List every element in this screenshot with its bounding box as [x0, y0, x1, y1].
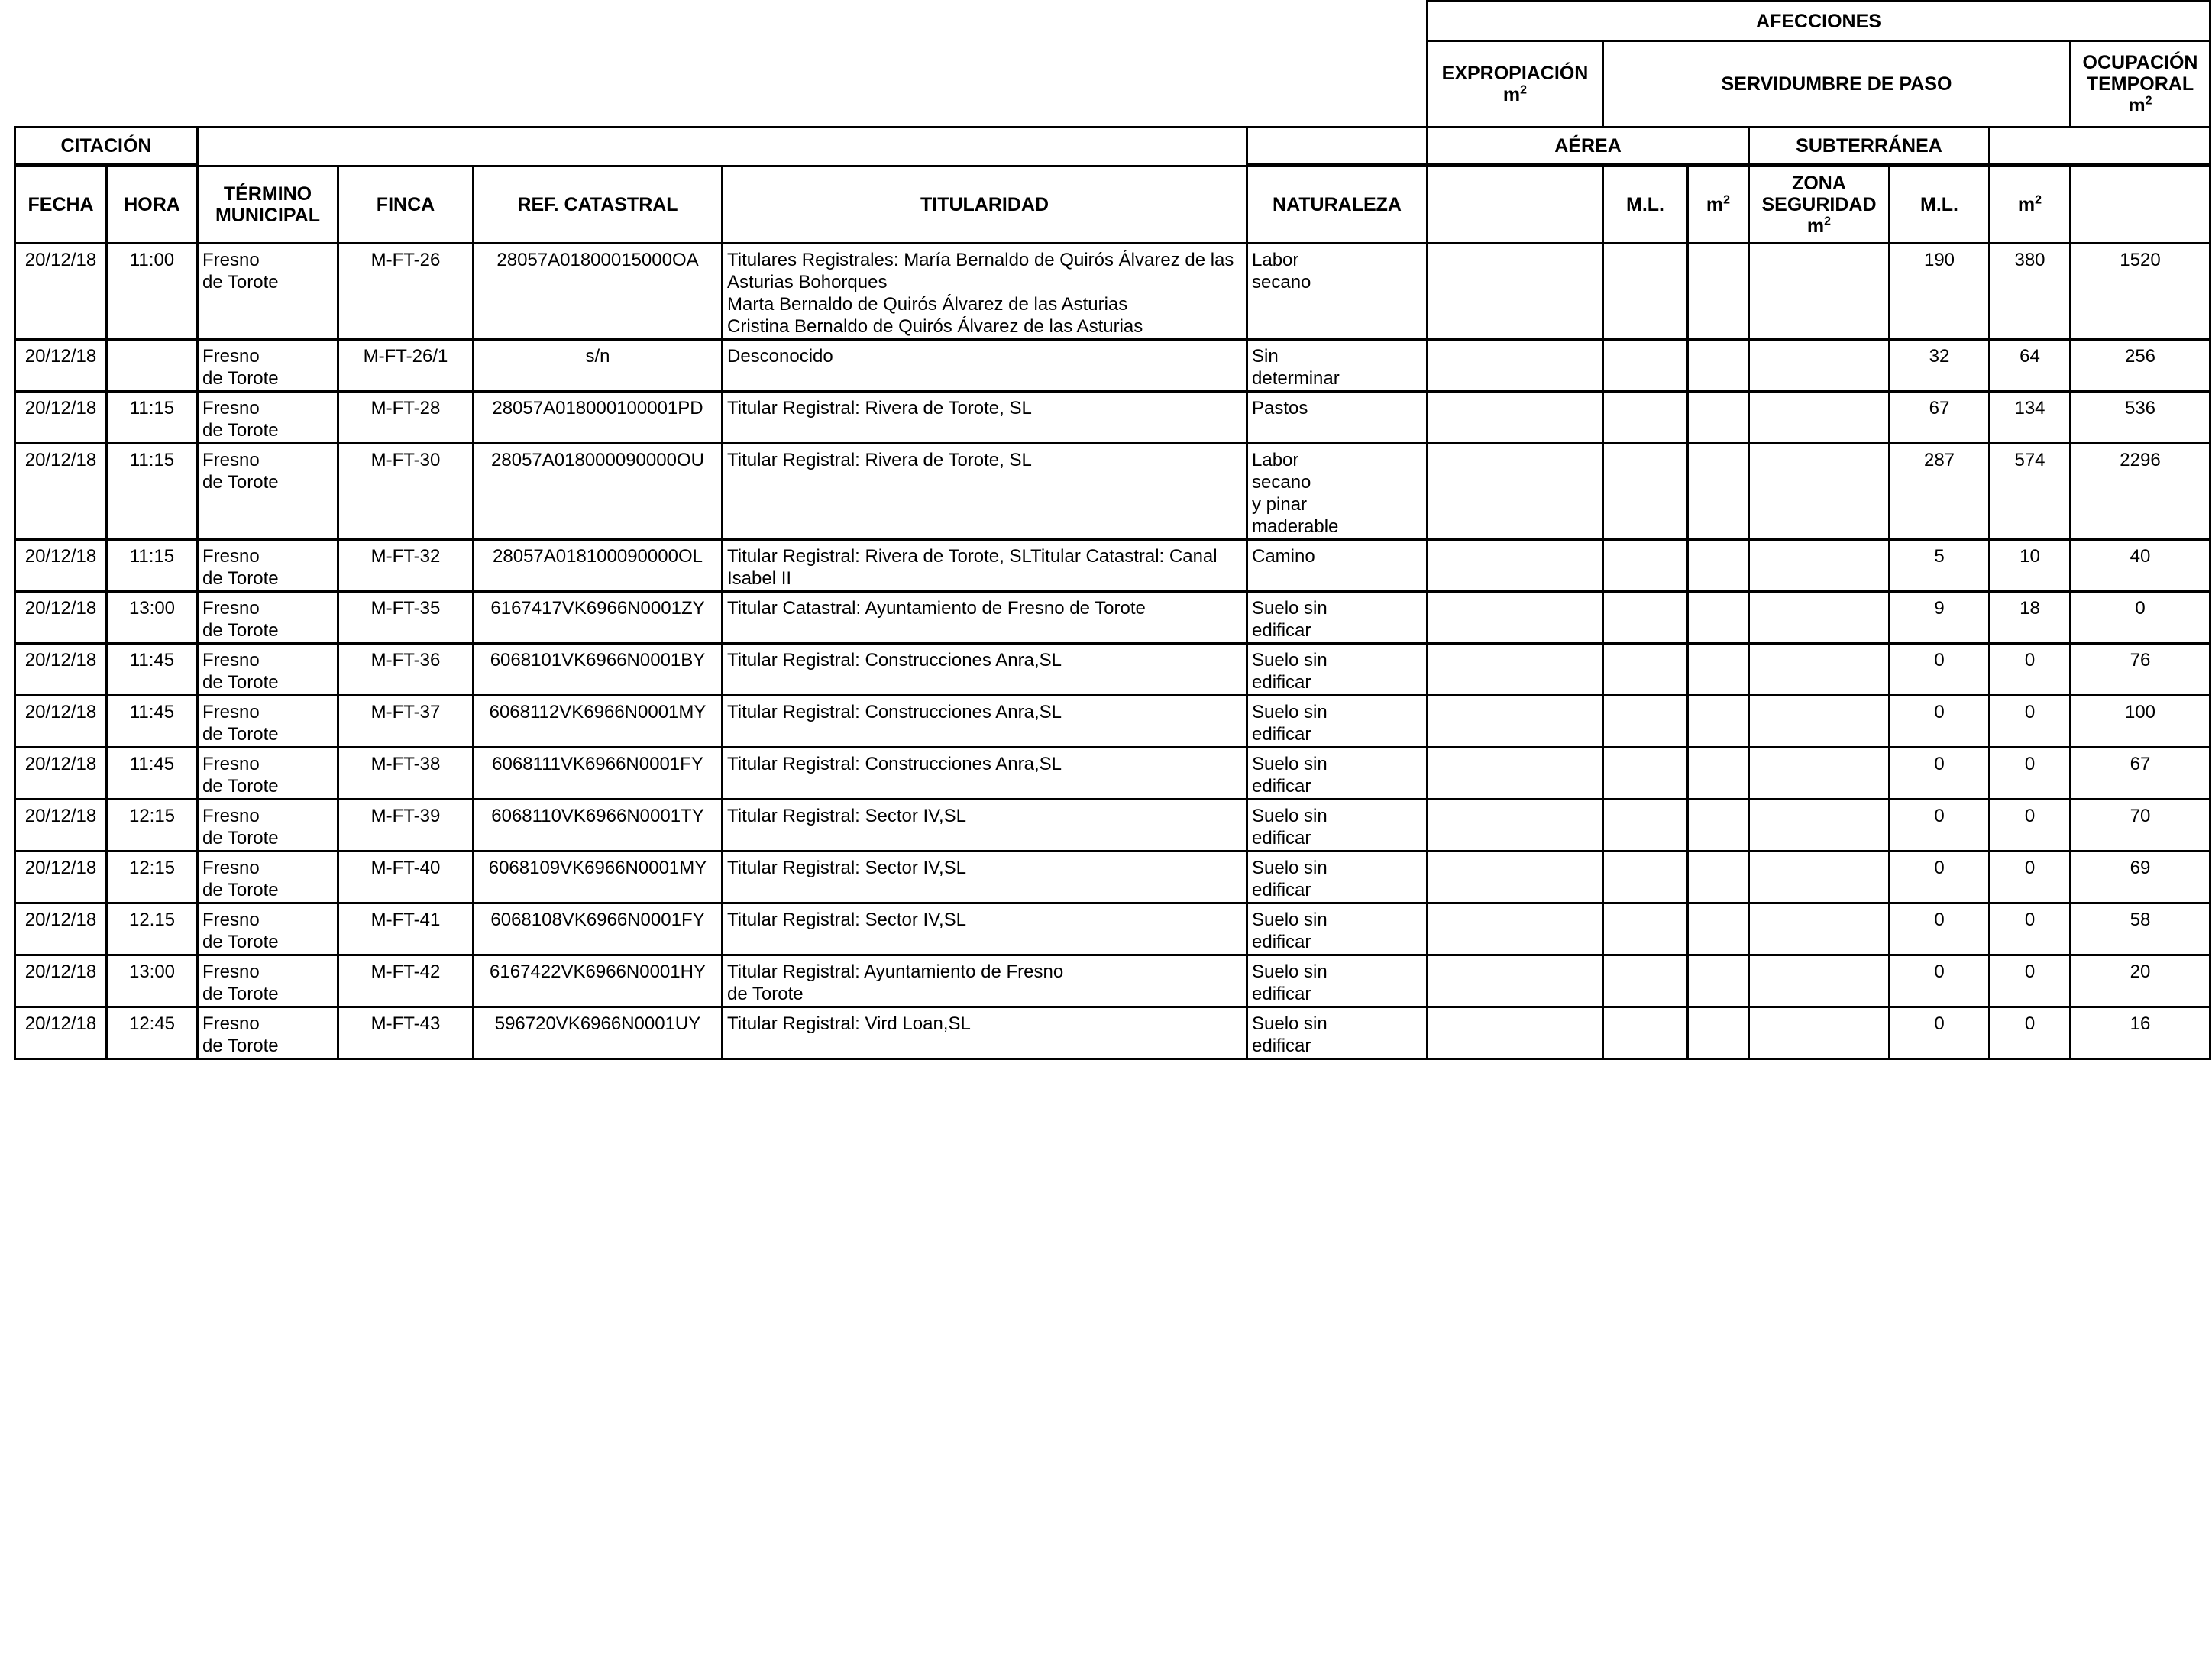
- cell-m2-aerea: [1688, 903, 1749, 955]
- cell-titularidad: Titular Registral: Rivera de Torote, SL: [723, 392, 1247, 444]
- col-termino-1: TÉRMINO: [223, 183, 312, 205]
- cell-termino: Fresno de Torote: [198, 696, 338, 748]
- cell-fecha: 20/12/18: [15, 244, 107, 340]
- subterranea-header: SUBTERRÁNEA: [1749, 128, 1990, 165]
- cell-finca: M-FT-40: [338, 852, 474, 903]
- ocupacion-header: [2071, 41, 2210, 128]
- cell-expropiacion: [1428, 244, 1603, 340]
- aerea-header: AÉREA: [1428, 128, 1749, 165]
- cell-m2-sub: 380: [1990, 244, 2071, 340]
- cell-naturaleza: Suelo sin edificar: [1247, 696, 1428, 748]
- cell-expropiacion: [1428, 748, 1603, 800]
- cell-m2-sub: 0: [1990, 852, 2071, 903]
- cell-titularidad: Titular Registral: Vird Loan,SL: [723, 1007, 1247, 1059]
- cell-fecha: 20/12/18: [15, 444, 107, 540]
- cell-zona-seguridad: [1749, 903, 1890, 955]
- cell-titularidad: Titular Catastral: Ayuntamiento de Fresno de Torote: [723, 592, 1247, 644]
- cell-naturaleza: Suelo sin edificar: [1247, 748, 1428, 800]
- cell-ml-aerea: [1603, 540, 1688, 592]
- cell-m2-sub: 134: [1990, 392, 2071, 444]
- cell-finca: M-FT-38: [338, 748, 474, 800]
- cell-hora: 11:45: [107, 748, 198, 800]
- table-row: [15, 1007, 2210, 1059]
- cell-ocupacion: 58: [2071, 903, 2210, 955]
- cell-ref-catastral: 6068108VK6966N0001FY: [474, 903, 723, 955]
- cell-titularidad: Titulares Registrales: María Bernaldo de Quirós Álvarez de las Asturias Bohorques Marta Bernaldo de Quirós Álvarez de las Asturias Cristina Bernaldo de Quirós Álvarez de las Asturias: [723, 244, 1247, 340]
- afecciones-header: AFECCIONES: [1428, 2, 2210, 41]
- cell-ml-aerea: [1603, 955, 1688, 1007]
- cell-titularidad: Desconocido: [723, 340, 1247, 392]
- table-row: [15, 444, 2210, 540]
- expropiacion-label: EXPROPIACIÓN: [1441, 63, 1589, 84]
- servidumbre-header: SERVIDUMBRE DE PASO: [1603, 41, 2071, 128]
- ocupacion-label-2: TEMPORAL: [2086, 73, 2194, 95]
- cell-ocupacion: 76: [2071, 644, 2210, 696]
- cell-ref-catastral: 6167417VK6966N0001ZY: [474, 592, 723, 644]
- cell-ocupacion: 0: [2071, 592, 2210, 644]
- cell-hora: 11:15: [107, 392, 198, 444]
- cell-m2-sub: 0: [1990, 955, 2071, 1007]
- col-fecha: FECHA: [15, 166, 107, 244]
- cell-termino: Fresno de Torote: [198, 852, 338, 903]
- cell-ml-aerea: [1603, 392, 1688, 444]
- cell-ml-sub: 0: [1890, 852, 1990, 903]
- cell-zona-seguridad: [1749, 244, 1890, 340]
- cell-ocupacion: 1520: [2071, 244, 2210, 340]
- cell-ocupacion: 67: [2071, 748, 2210, 800]
- cell-expropiacion: [1428, 955, 1603, 1007]
- cell-m2-sub: 10: [1990, 540, 2071, 592]
- cell-ml-sub: 287: [1890, 444, 1990, 540]
- col-zona-seguridad: [1749, 166, 1890, 244]
- cell-hora: [107, 340, 198, 392]
- table-row: [15, 644, 2210, 696]
- cell-ref-catastral: 28057A018000090000OU: [474, 444, 723, 540]
- col-termino-2: MUNICIPAL: [215, 205, 321, 226]
- cell-ml-aerea: [1603, 644, 1688, 696]
- cell-ref-catastral: 6068112VK6966N0001MY: [474, 696, 723, 748]
- cell-finca: M-FT-37: [338, 696, 474, 748]
- cell-titularidad: Titular Registral: Construcciones Anra,SL: [723, 748, 1247, 800]
- cell-m2-aerea: [1688, 340, 1749, 392]
- cell-hora: 11:15: [107, 540, 198, 592]
- cell-m2-aerea: [1688, 392, 1749, 444]
- cell-naturaleza: Suelo sin edificar: [1247, 1007, 1428, 1059]
- cell-ml-aerea: [1603, 748, 1688, 800]
- table-row: [15, 852, 2210, 903]
- cell-finca: M-FT-28: [338, 392, 474, 444]
- cell-zona-seguridad: [1749, 852, 1890, 903]
- cell-m2-aerea: [1688, 800, 1749, 852]
- column-header-row: [15, 166, 2210, 244]
- cell-hora: 12:45: [107, 1007, 198, 1059]
- table-row: [15, 800, 2210, 852]
- col-zona-1: ZONA: [1792, 173, 1846, 194]
- col-finca: FINCA: [338, 166, 474, 244]
- table-row: [15, 244, 2210, 340]
- cell-termino: Fresno de Torote: [198, 244, 338, 340]
- cell-fecha: 20/12/18: [15, 800, 107, 852]
- cell-titularidad: Titular Registral: Ayuntamiento de Fresno de Torote: [723, 955, 1247, 1007]
- cell-zona-seguridad: [1749, 444, 1890, 540]
- cell-naturaleza: Labor secano: [1247, 244, 1428, 340]
- cell-finca: M-FT-26: [338, 244, 474, 340]
- cell-zona-seguridad: [1749, 540, 1890, 592]
- cell-m2-sub: 0: [1990, 696, 2071, 748]
- cell-hora: 13:00: [107, 592, 198, 644]
- cell-fecha: 20/12/18: [15, 748, 107, 800]
- cell-naturaleza: Suelo sin edificar: [1247, 644, 1428, 696]
- cell-hora: 11:45: [107, 644, 198, 696]
- cell-finca: M-FT-43: [338, 1007, 474, 1059]
- cell-expropiacion: [1428, 592, 1603, 644]
- cell-termino: Fresno de Torote: [198, 955, 338, 1007]
- cell-m2-aerea: [1688, 852, 1749, 903]
- parcel-table: [14, 165, 2211, 1060]
- cell-ml-sub: 5: [1890, 540, 1990, 592]
- cell-fecha: 20/12/18: [15, 540, 107, 592]
- cell-ocupacion: 20: [2071, 955, 2210, 1007]
- cell-finca: M-FT-32: [338, 540, 474, 592]
- cell-ml-sub: 9: [1890, 592, 1990, 644]
- cell-ref-catastral: 6167422VK6966N0001HY: [474, 955, 723, 1007]
- cell-finca: M-FT-39: [338, 800, 474, 852]
- cell-hora: 13:00: [107, 955, 198, 1007]
- cell-ml-aerea: [1603, 592, 1688, 644]
- col-m2-sub-unit: m: [2017, 194, 2036, 215]
- cell-naturaleza: Suelo sin edificar: [1247, 955, 1428, 1007]
- cell-m2-aerea: [1688, 444, 1749, 540]
- cell-ml-aerea: [1603, 696, 1688, 748]
- cell-termino: Fresno de Torote: [198, 644, 338, 696]
- cell-termino: Fresno de Torote: [198, 392, 338, 444]
- cell-ocupacion: 69: [2071, 852, 2210, 903]
- col-zona-2: SEGURIDAD: [1761, 194, 1877, 215]
- ocupacion-unit: m: [2128, 95, 2146, 116]
- cell-m2-aerea: [1688, 644, 1749, 696]
- cell-naturaleza: Labor secano y pinar maderable: [1247, 444, 1428, 540]
- table-row: [15, 540, 2210, 592]
- cell-ml-sub: 0: [1890, 696, 1990, 748]
- cell-zona-seguridad: [1749, 1007, 1890, 1059]
- cell-expropiacion: [1428, 852, 1603, 903]
- cell-termino: Fresno de Torote: [198, 1007, 338, 1059]
- citacion-header: CITACIÓN: [15, 128, 198, 165]
- cell-naturaleza: Camino: [1247, 540, 1428, 592]
- cell-expropiacion: [1428, 644, 1603, 696]
- cell-fecha: 20/12/18: [15, 592, 107, 644]
- cell-hora: 12:15: [107, 800, 198, 852]
- cell-expropiacion: [1428, 444, 1603, 540]
- expropiacion-unit-exp: 2: [1520, 83, 1528, 97]
- cell-ref-catastral: 6068111VK6966N0001FY: [474, 748, 723, 800]
- cell-termino: Fresno de Torote: [198, 903, 338, 955]
- cell-zona-seguridad: [1749, 800, 1890, 852]
- cell-zona-seguridad: [1749, 340, 1890, 392]
- col-zona-exp: 2: [1824, 215, 1832, 228]
- cell-ml-aerea: [1603, 244, 1688, 340]
- col-ocupacion: [2071, 166, 2210, 244]
- table-row: [15, 955, 2210, 1007]
- cell-m2-sub: 64: [1990, 340, 2071, 392]
- cell-m2-aerea: [1688, 955, 1749, 1007]
- cell-fecha: 20/12/18: [15, 1007, 107, 1059]
- cell-m2-aerea: [1688, 1007, 1749, 1059]
- cell-hora: 12:15: [107, 852, 198, 903]
- cell-finca: M-FT-30: [338, 444, 474, 540]
- cell-ocupacion: 70: [2071, 800, 2210, 852]
- cell-finca: M-FT-42: [338, 955, 474, 1007]
- cell-titularidad: Titular Registral: Sector IV,SL: [723, 800, 1247, 852]
- cell-titularidad: Titular Registral: Construcciones Anra,SL: [723, 644, 1247, 696]
- table-row: [15, 592, 2210, 644]
- col-m2-aerea: [1688, 166, 1749, 244]
- expropiacion-unit: m: [1502, 84, 1521, 105]
- cell-finca: M-FT-36: [338, 644, 474, 696]
- col-titularidad: TITULARIDAD: [723, 166, 1247, 244]
- cell-m2-sub: 0: [1990, 800, 2071, 852]
- cell-termino: Fresno de Torote: [198, 444, 338, 540]
- cell-expropiacion: [1428, 392, 1603, 444]
- cell-expropiacion: [1428, 696, 1603, 748]
- cell-hora: 11:45: [107, 696, 198, 748]
- cell-zona-seguridad: [1749, 955, 1890, 1007]
- cell-ml-aerea: [1603, 852, 1688, 903]
- cell-m2-sub: 0: [1990, 903, 2071, 955]
- cell-hora: 12.15: [107, 903, 198, 955]
- cell-ref-catastral: 6068109VK6966N0001MY: [474, 852, 723, 903]
- cell-ml-sub: 67: [1890, 392, 1990, 444]
- cell-expropiacion: [1428, 340, 1603, 392]
- cell-naturaleza: Suelo sin edificar: [1247, 592, 1428, 644]
- table-row: [15, 696, 2210, 748]
- cell-ocupacion: 16: [2071, 1007, 2210, 1059]
- ocupacion-unit-exp: 2: [2145, 94, 2152, 108]
- cell-ml-aerea: [1603, 340, 1688, 392]
- cell-ml-sub: 190: [1890, 244, 1990, 340]
- cell-zona-seguridad: [1749, 644, 1890, 696]
- cell-naturaleza: Pastos: [1247, 392, 1428, 444]
- cell-termino: Fresno de Torote: [198, 800, 338, 852]
- cell-termino: Fresno de Torote: [198, 748, 338, 800]
- table-row: [15, 392, 2210, 444]
- cell-ref-catastral: 6068101VK6966N0001BY: [474, 644, 723, 696]
- cell-ml-sub: 32: [1890, 340, 1990, 392]
- cell-m2-sub: 0: [1990, 1007, 2071, 1059]
- cell-ref-catastral: 28057A01800015000OA: [474, 244, 723, 340]
- cell-m2-aerea: [1688, 592, 1749, 644]
- cell-titularidad: Titular Registral: Sector IV,SL: [723, 852, 1247, 903]
- col-expropiacion: [1428, 166, 1603, 244]
- cell-ocupacion: 2296: [2071, 444, 2210, 540]
- cell-finca: M-FT-26/1: [338, 340, 474, 392]
- cell-m2-aerea: [1688, 540, 1749, 592]
- col-ml-aerea: M.L.: [1603, 166, 1688, 244]
- cell-expropiacion: [1428, 903, 1603, 955]
- cell-ml-sub: 0: [1890, 748, 1990, 800]
- col-m2-sub: [1990, 166, 2071, 244]
- cell-ocupacion: 40: [2071, 540, 2210, 592]
- cell-m2-aerea: [1688, 696, 1749, 748]
- cell-m2-sub: 0: [1990, 644, 2071, 696]
- cell-fecha: 20/12/18: [15, 340, 107, 392]
- cell-titularidad: Titular Registral: Sector IV,SL: [723, 903, 1247, 955]
- cell-ocupacion: 256: [2071, 340, 2210, 392]
- table-row: [15, 903, 2210, 955]
- cell-zona-seguridad: [1749, 392, 1890, 444]
- cell-ref-catastral: 596720VK6966N0001UY: [474, 1007, 723, 1059]
- cell-m2-aerea: [1688, 748, 1749, 800]
- cell-fecha: 20/12/18: [15, 955, 107, 1007]
- cell-fecha: 20/12/18: [15, 392, 107, 444]
- ocupacion-label-1: OCUPACIÓN: [2082, 52, 2198, 73]
- cell-ml-sub: 0: [1890, 644, 1990, 696]
- cell-naturaleza: Suelo sin edificar: [1247, 852, 1428, 903]
- col-naturaleza: NATURALEZA: [1247, 166, 1428, 244]
- cell-naturaleza: Suelo sin edificar: [1247, 903, 1428, 955]
- cell-ml-aerea: [1603, 800, 1688, 852]
- col-m2-sub-exp: 2: [2035, 193, 2042, 207]
- cell-ml-aerea: [1603, 444, 1688, 540]
- cell-titularidad: Titular Registral: Rivera de Torote, SL: [723, 444, 1247, 540]
- expropiacion-header: [1428, 41, 1603, 128]
- cell-m2-sub: 18: [1990, 592, 2071, 644]
- cell-m2-sub: 0: [1990, 748, 2071, 800]
- cell-ml-sub: 0: [1890, 1007, 1990, 1059]
- cell-expropiacion: [1428, 540, 1603, 592]
- cell-finca: M-FT-35: [338, 592, 474, 644]
- cell-ml-aerea: [1603, 903, 1688, 955]
- cell-zona-seguridad: [1749, 592, 1890, 644]
- cell-expropiacion: [1428, 1007, 1603, 1059]
- col-m2-aerea-unit: m: [1706, 194, 1724, 215]
- table-row: [15, 748, 2210, 800]
- cell-m2-sub: 574: [1990, 444, 2071, 540]
- cell-finca: M-FT-41: [338, 903, 474, 955]
- cell-fecha: 20/12/18: [15, 852, 107, 903]
- cell-ref-catastral: 28057A018100090000OL: [474, 540, 723, 592]
- cell-naturaleza: Sin determinar: [1247, 340, 1428, 392]
- cell-m2-aerea: [1688, 244, 1749, 340]
- cell-ref-catastral: 6068110VK6966N0001TY: [474, 800, 723, 852]
- cell-ml-sub: 0: [1890, 903, 1990, 955]
- col-m2-aerea-exp: 2: [1723, 193, 1731, 207]
- cell-fecha: 20/12/18: [15, 903, 107, 955]
- cell-zona-seguridad: [1749, 696, 1890, 748]
- cell-ref-catastral: 28057A018000100001PD: [474, 392, 723, 444]
- cell-ocupacion: 100: [2071, 696, 2210, 748]
- col-termino: [198, 166, 338, 244]
- cell-expropiacion: [1428, 800, 1603, 852]
- cell-ml-sub: 0: [1890, 800, 1990, 852]
- cell-ml-sub: 0: [1890, 955, 1990, 1007]
- cell-ml-aerea: [1603, 1007, 1688, 1059]
- cell-termino: Fresno de Torote: [198, 592, 338, 644]
- cell-fecha: 20/12/18: [15, 644, 107, 696]
- cell-zona-seguridad: [1749, 748, 1890, 800]
- cell-ref-catastral: s/n: [474, 340, 723, 392]
- cell-termino: Fresno de Torote: [198, 340, 338, 392]
- cell-fecha: 20/12/18: [15, 696, 107, 748]
- col-zona-unit: m: [1806, 215, 1825, 237]
- cell-titularidad: Titular Registral: Rivera de Torote, SLTitular Catastral: Canal Isabel II: [723, 540, 1247, 592]
- cell-hora: 11:15: [107, 444, 198, 540]
- upper-header: [14, 0, 2211, 166]
- cell-ocupacion: 536: [2071, 392, 2210, 444]
- cell-titularidad: Titular Registral: Construcciones Anra,SL: [723, 696, 1247, 748]
- col-ml-sub: M.L.: [1890, 166, 1990, 244]
- cell-termino: Fresno de Torote: [198, 540, 338, 592]
- col-hora: HORA: [107, 166, 198, 244]
- cell-hora: 11:00: [107, 244, 198, 340]
- cell-naturaleza: Suelo sin edificar: [1247, 800, 1428, 852]
- col-ref-catastral: REF. CATASTRAL: [474, 166, 723, 244]
- table-row: [15, 340, 2210, 392]
